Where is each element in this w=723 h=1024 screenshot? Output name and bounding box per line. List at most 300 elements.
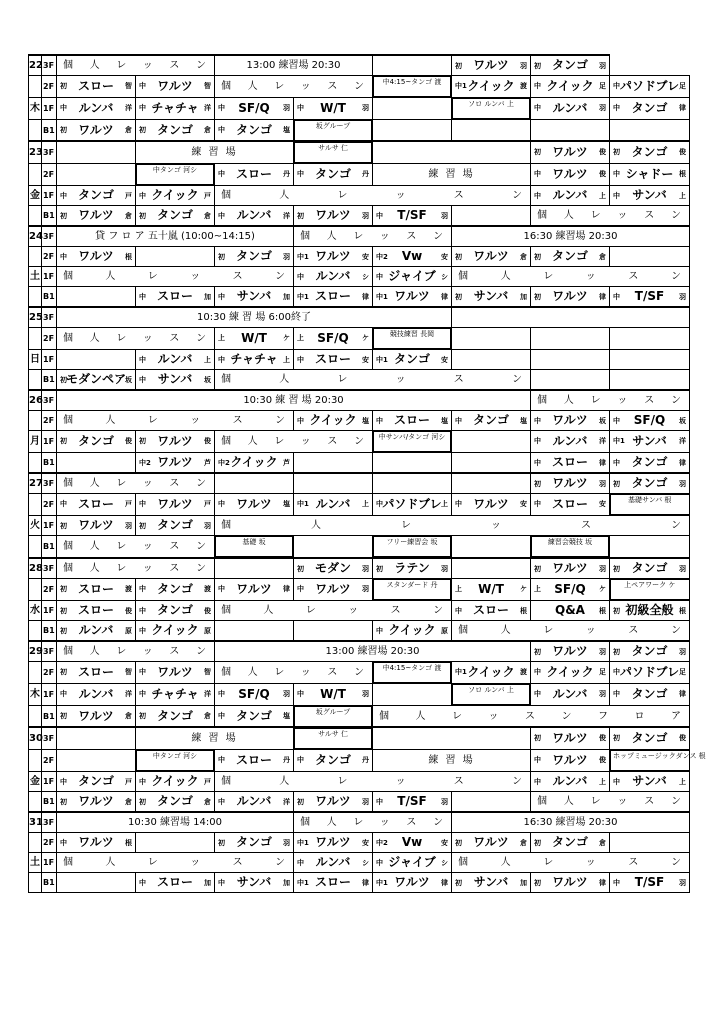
level-badge: 中1 xyxy=(297,293,309,301)
empty-cell xyxy=(452,350,531,370)
class-cell xyxy=(294,287,373,308)
note-cell xyxy=(531,206,690,227)
class-cell xyxy=(452,287,531,308)
class-cell xyxy=(610,641,690,662)
level-badge: 中 xyxy=(613,170,620,178)
instructor-code: 洋 xyxy=(125,690,132,698)
class-cell xyxy=(57,98,136,120)
class-cell xyxy=(531,873,610,893)
dance-name: クイック xyxy=(467,79,515,93)
dance-name: Vw xyxy=(401,249,423,263)
dance-name: タンゴ xyxy=(77,188,114,202)
instructor-code: 律 xyxy=(679,690,686,698)
class-cell xyxy=(531,579,610,601)
cell-text: フリー練習会 坂 xyxy=(386,538,438,546)
instructor-code: 坂 xyxy=(679,417,686,425)
dance-name: クイック xyxy=(388,623,436,637)
floor-label: 3F xyxy=(42,727,57,750)
schedule-row xyxy=(29,307,690,328)
level-badge: 中 xyxy=(534,756,541,764)
cell-text: 個 人 レ ッ ス ン xyxy=(537,210,683,221)
cell-text: 中サンバ/タンゴ 河シ xyxy=(378,433,446,441)
cell-text: 基礎 坂 xyxy=(242,538,266,546)
dance-name: Q&A xyxy=(555,603,585,617)
empty-cell xyxy=(452,120,531,142)
dance-name: モダン xyxy=(314,561,352,575)
dance-name: タンゴ xyxy=(235,835,272,849)
instructor-code: 倉 xyxy=(125,712,132,720)
schedule-row xyxy=(29,287,690,308)
level-badge: 中 xyxy=(534,82,541,90)
instructor-code: 塩 xyxy=(283,500,290,508)
dance-name: ワルツ xyxy=(552,167,588,181)
empty-cell xyxy=(373,727,531,750)
note-cell xyxy=(215,601,452,621)
cell-text: 10:30 練 習 場 20:30 xyxy=(243,395,344,406)
cell-text: 個 人 レ ッ ス ン xyxy=(221,667,366,678)
instructor-code: 上 xyxy=(679,192,686,200)
instructor-code: 智 xyxy=(125,82,132,90)
level-badge: 中 xyxy=(534,668,541,676)
schedule-row xyxy=(29,727,690,750)
class-cell xyxy=(610,873,690,893)
class-cell xyxy=(531,186,610,206)
floor-label: 3F xyxy=(42,226,57,247)
class-cell xyxy=(57,792,136,813)
class-cell xyxy=(215,792,294,813)
note-cell xyxy=(294,141,372,163)
note-cell xyxy=(373,536,451,557)
instructor-code: 洋 xyxy=(599,437,606,445)
dance-name: ルンバ xyxy=(315,269,351,283)
instructor-code: 安 xyxy=(599,500,606,508)
instructor-code: 根 xyxy=(125,253,132,261)
cell-text: 個 人 レ ッ ス ン xyxy=(63,333,208,344)
level-badge: 初 xyxy=(455,253,462,261)
class-cell xyxy=(136,516,215,536)
dance-name: ルンバ xyxy=(78,101,114,115)
empty-cell xyxy=(373,120,452,142)
floor-label: 2F xyxy=(42,76,57,98)
schedule-row xyxy=(29,141,690,164)
dance-name: タンゴ xyxy=(631,145,668,159)
instructor-code: 倉 xyxy=(599,839,606,847)
cell-text: 13:00 練習場 20:30 xyxy=(325,646,420,657)
note-cell xyxy=(452,621,690,642)
cell-text: 個 人 レ ッ ス ン xyxy=(63,541,208,552)
dance-name: パソドブレ xyxy=(619,79,680,93)
instructor-code: 塩 xyxy=(283,712,290,720)
class-cell xyxy=(531,431,610,453)
instructor-code: 洋 xyxy=(204,690,211,698)
dance-name: ルンバ xyxy=(78,623,114,637)
dance-name: チャチャ xyxy=(151,101,199,115)
class-cell xyxy=(57,247,136,267)
dance-name: ルンバ xyxy=(552,434,588,448)
level-badge: 中 xyxy=(60,839,67,847)
class-cell xyxy=(57,76,136,98)
level-badge: 中 xyxy=(376,500,383,508)
class-cell xyxy=(452,601,531,621)
dance-name: タンゴ xyxy=(156,794,193,808)
note-cell xyxy=(452,684,530,705)
dance-name: ワルツ xyxy=(78,518,114,532)
instructor-code: 律 xyxy=(283,585,290,593)
instructor-code: 戸 xyxy=(204,778,211,786)
day-weekday: 木 xyxy=(29,684,42,706)
cell-text: 貸 フ ロ ア 五十嵐 (10:00~14:15) xyxy=(95,231,255,242)
level-badge: 中 xyxy=(613,82,620,90)
schedule-row xyxy=(29,601,690,621)
day-spacer xyxy=(29,328,42,350)
floor-label: 1F xyxy=(42,772,57,792)
level-badge: 中 xyxy=(60,778,67,786)
schedule-row xyxy=(29,750,690,772)
dance-name: ルンバ xyxy=(78,687,114,701)
day-date: 31 xyxy=(29,812,42,833)
class-cell xyxy=(136,772,215,792)
level-badge: 初 xyxy=(534,148,541,156)
instructor-code: 洋 xyxy=(204,104,211,112)
schedule-row xyxy=(29,772,690,792)
cell-text: 中4:15~タンゴ 渡 xyxy=(382,78,442,86)
instructor-code: 渡 xyxy=(125,585,132,593)
dance-name: ワルツ xyxy=(552,644,588,658)
instructor-code: 上 xyxy=(204,356,211,364)
instructor-code: 羽 xyxy=(599,648,606,656)
cell-text: 練 習 場 xyxy=(191,147,238,158)
schedule-table xyxy=(28,54,706,893)
level-badge: 中 xyxy=(139,668,146,676)
instructor-code: 足 xyxy=(679,82,686,90)
instructor-code: 羽 xyxy=(362,585,369,593)
level-badge: 中 xyxy=(455,607,462,615)
dance-name: クイック xyxy=(467,665,515,679)
day-spacer xyxy=(29,621,42,642)
dance-name: SF/Q xyxy=(317,331,349,345)
level-badge: 初 xyxy=(534,293,541,301)
dance-name: ワルツ xyxy=(157,665,193,679)
class-cell xyxy=(610,727,690,750)
floor-label: B1 xyxy=(42,453,57,474)
dance-name: ワルツ xyxy=(315,249,351,263)
day-spacer xyxy=(29,750,42,772)
dance-name: スロー xyxy=(551,497,588,511)
empty-cell xyxy=(610,536,690,559)
day-weekday: 木 xyxy=(29,98,42,120)
level-badge: 初 xyxy=(455,839,462,847)
class-cell xyxy=(57,684,136,706)
schedule-row xyxy=(29,706,690,728)
floor-label: 1F xyxy=(42,601,57,621)
dance-name: タンゴ xyxy=(156,582,193,596)
class-cell xyxy=(531,453,610,474)
level-badge: 中 xyxy=(534,417,541,425)
floor-label: 3F xyxy=(42,307,57,328)
cell-text: 中タンゴ 河シ xyxy=(152,166,198,174)
schedule-row xyxy=(29,120,690,142)
instructor-code: 律 xyxy=(599,879,606,887)
floor-label: 1F xyxy=(42,516,57,536)
schedule-row xyxy=(29,431,690,453)
dance-name: ワルツ xyxy=(394,875,430,889)
level-badge: 中 xyxy=(139,376,146,384)
level-badge: 中 xyxy=(218,712,225,720)
empty-cell xyxy=(610,120,690,142)
level-badge: 中 xyxy=(297,756,304,764)
class-cell xyxy=(136,684,215,706)
level-badge: 中 xyxy=(613,690,620,698)
instructor-code: 俊 xyxy=(599,148,606,156)
class-cell xyxy=(452,411,531,431)
instructor-code: 芦 xyxy=(204,459,211,467)
class-cell xyxy=(294,98,373,120)
level-badge: 初 xyxy=(534,480,541,488)
level-badge: 初 xyxy=(60,607,67,615)
dance-name: タンゴ xyxy=(235,708,272,723)
dance-name: タンゴ xyxy=(393,352,430,366)
dance-name: ワルツ xyxy=(78,835,114,849)
dance-name: スロー xyxy=(314,875,351,889)
day-weekday: 土 xyxy=(29,853,42,873)
empty-cell xyxy=(452,536,531,559)
day-date: 28 xyxy=(29,558,42,579)
dance-name: ワルツ xyxy=(78,708,114,723)
note-cell xyxy=(215,76,373,98)
empty-cell xyxy=(57,287,136,308)
level-badge: 中 xyxy=(139,356,146,364)
dance-name: ルンバ xyxy=(236,794,272,808)
instructor-code: ケ xyxy=(520,585,527,593)
class-cell xyxy=(57,206,136,227)
floor-label: 3F xyxy=(42,55,57,76)
instructor-code: 根 xyxy=(125,839,132,847)
level-badge: 中 xyxy=(139,293,146,301)
dance-name: クイック xyxy=(546,665,594,679)
note-cell xyxy=(57,390,531,411)
level-badge: 中 xyxy=(218,798,225,806)
note-cell xyxy=(294,727,372,749)
empty-cell xyxy=(294,621,373,642)
note-cell xyxy=(57,267,294,287)
dance-name: モダンペア xyxy=(65,372,127,386)
day-spacer xyxy=(29,411,42,431)
instructor-code: 坂 xyxy=(125,376,132,384)
dance-name: クイック xyxy=(151,774,199,788)
instructor-code: 羽 xyxy=(283,104,290,112)
class-cell xyxy=(531,727,610,750)
day-spacer xyxy=(29,706,42,728)
dance-name: タンゴ xyxy=(156,122,193,137)
note-cell xyxy=(57,853,294,873)
level-badge: 初 xyxy=(613,648,620,656)
instructor-code: 羽 xyxy=(441,212,448,220)
empty-cell xyxy=(373,473,452,494)
instructor-code: 羽 xyxy=(679,648,686,656)
instructor-code: ケ xyxy=(599,585,606,593)
class-cell xyxy=(294,350,373,370)
dance-name: タンゴ xyxy=(235,122,272,137)
level-badge: 初 xyxy=(60,712,67,720)
instructor-code: 上 xyxy=(362,500,369,508)
class-cell xyxy=(294,164,373,186)
level-badge: 初 xyxy=(60,126,67,134)
cell-text: サルサ 仁 xyxy=(318,730,348,738)
instructor-code: 丹 xyxy=(362,170,369,178)
class-cell xyxy=(136,494,215,516)
note-cell xyxy=(294,226,452,247)
level-badge: 初 xyxy=(60,82,67,90)
class-cell xyxy=(136,98,215,120)
class-cell xyxy=(610,186,690,206)
level-badge: 初 xyxy=(60,376,67,384)
class-cell xyxy=(452,833,531,853)
level-badge: 中 xyxy=(139,585,146,593)
cell-text: ソロ ルンバ 上 xyxy=(468,686,514,694)
floor-label: B1 xyxy=(42,287,57,308)
cell-text: 個 人 レ ッ ス ン xyxy=(221,190,524,201)
dance-name: タンゴ xyxy=(472,413,509,427)
instructor-code: 洋 xyxy=(283,798,290,806)
instructor-code: 羽 xyxy=(362,104,369,112)
class-cell xyxy=(215,328,294,350)
class-cell xyxy=(136,287,215,308)
instructor-code: 倉 xyxy=(204,712,211,720)
floor-label: 3F xyxy=(42,558,57,579)
class-cell xyxy=(610,164,690,186)
instructor-code: 羽 xyxy=(599,565,606,573)
instructor-code: シ xyxy=(362,273,369,281)
instructor-code: 羽 xyxy=(204,522,211,530)
note-cell xyxy=(215,370,531,391)
dance-name: ワルツ xyxy=(473,58,509,72)
dance-name: タンゴ xyxy=(551,58,588,72)
dance-name: タンゴ xyxy=(77,774,114,788)
level-badge: 中1 xyxy=(297,253,309,261)
note-cell xyxy=(136,750,214,771)
note-cell xyxy=(57,812,294,833)
empty-cell xyxy=(57,727,136,750)
schedule-row xyxy=(29,621,690,642)
schedule-row xyxy=(29,792,690,813)
class-cell xyxy=(373,792,452,813)
cell-text: 個 人 レ ッ ス ン xyxy=(537,395,683,406)
dance-name: クイック xyxy=(151,188,199,202)
day-spacer xyxy=(29,494,42,516)
level-badge: 中 xyxy=(534,500,541,508)
class-cell xyxy=(452,579,531,601)
floor-label: 2F xyxy=(42,750,57,772)
instructor-code: 足 xyxy=(599,82,606,90)
level-badge: 初 xyxy=(139,798,146,806)
class-cell xyxy=(294,873,373,893)
level-badge: 中 xyxy=(613,459,620,467)
class-cell xyxy=(452,247,531,267)
level-badge: 初 xyxy=(613,148,620,156)
instructor-code: 倉 xyxy=(599,253,606,261)
dance-name: T/SF xyxy=(634,875,665,889)
floor-label: 2F xyxy=(42,164,57,186)
dance-name: ワルツ xyxy=(157,455,193,469)
level-badge: 中 xyxy=(376,212,383,220)
level-badge: 初 xyxy=(139,437,146,445)
instructor-code: 上 xyxy=(599,778,606,786)
empty-cell xyxy=(136,833,215,853)
note-cell xyxy=(215,536,293,557)
instructor-code: 律 xyxy=(362,293,369,301)
day-date: 30 xyxy=(29,727,42,750)
cell-text: 個 人 レ ッ ス ン xyxy=(63,563,208,574)
level-badge: 中 xyxy=(297,273,304,281)
schedule-row xyxy=(29,164,690,186)
level-badge: 上 xyxy=(534,585,541,593)
instructor-code: 塩 xyxy=(441,417,448,425)
instructor-code: 羽 xyxy=(441,565,448,573)
dance-name: W/T xyxy=(320,101,346,115)
empty-cell xyxy=(57,873,136,893)
schedule-row xyxy=(29,536,690,559)
note-cell xyxy=(294,812,452,833)
empty-cell xyxy=(452,453,531,474)
class-cell xyxy=(57,370,136,391)
dance-name: スロー xyxy=(156,289,193,303)
instructor-code: 羽 xyxy=(362,212,369,220)
dance-name: W/T xyxy=(241,331,267,345)
instructor-code: 根 xyxy=(679,607,686,615)
dance-name: タンゴ xyxy=(631,644,668,658)
floor-label: 3F xyxy=(42,390,57,411)
day-spacer xyxy=(29,120,42,142)
empty-cell xyxy=(452,206,531,227)
empty-cell xyxy=(215,558,294,579)
empty-cell xyxy=(373,55,452,76)
floor-label: 1F xyxy=(42,853,57,873)
instructor-code: 上 xyxy=(599,192,606,200)
instructor-code: シ xyxy=(441,859,448,867)
level-badge: 中 xyxy=(613,668,620,676)
dance-name: タンゴ xyxy=(235,249,272,263)
cell-text: 個 人 レ ッ ス ン xyxy=(221,374,524,385)
schedule-row xyxy=(29,267,690,287)
level-badge: 初 xyxy=(455,879,462,887)
class-cell xyxy=(215,684,294,706)
dance-name: SF/Q xyxy=(633,413,666,427)
instructor-code: 塩 xyxy=(520,417,527,425)
class-cell xyxy=(57,186,136,206)
dance-name: SF/Q xyxy=(554,582,586,596)
level-badge: 初 xyxy=(60,668,67,676)
empty-cell xyxy=(610,833,690,853)
level-badge: 中 xyxy=(139,82,146,90)
note-cell xyxy=(57,536,215,559)
class-cell xyxy=(136,350,215,370)
dance-name: スロー xyxy=(235,753,272,767)
schedule-row xyxy=(29,226,690,247)
note-cell xyxy=(610,494,690,515)
level-badge: 中 xyxy=(139,192,146,200)
class-cell xyxy=(531,55,610,76)
dance-name: ワルツ xyxy=(394,289,430,303)
class-cell xyxy=(294,267,373,287)
floor-label: 3F xyxy=(42,141,57,164)
class-cell xyxy=(373,411,452,431)
cell-text: 個 人 レ ッ ス ン xyxy=(63,646,208,657)
note-cell xyxy=(373,76,451,97)
dance-name: タンゴ xyxy=(314,167,351,181)
level-badge: 初 xyxy=(534,879,541,887)
class-cell xyxy=(531,558,610,579)
dance-name: T/SF xyxy=(397,208,427,222)
